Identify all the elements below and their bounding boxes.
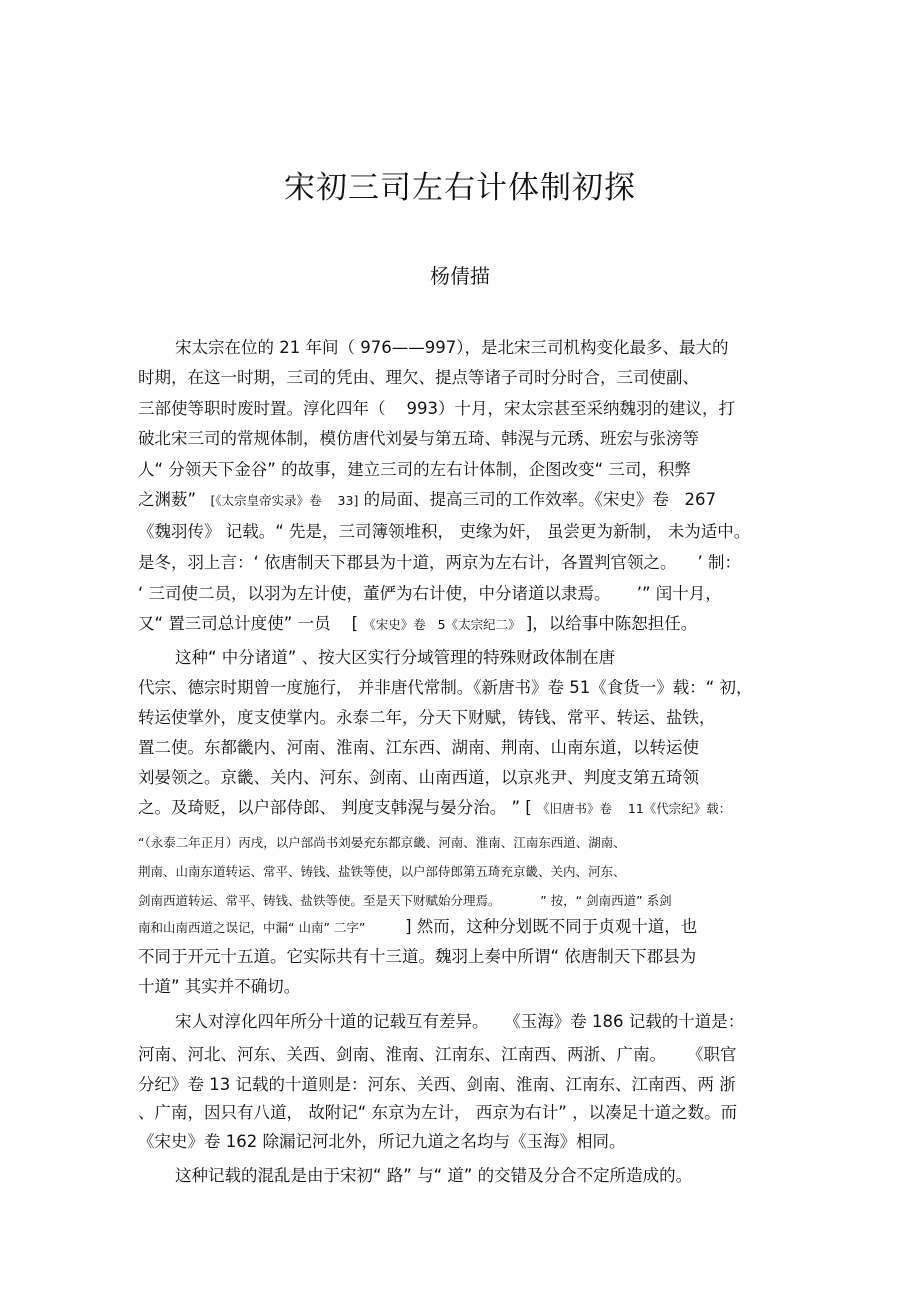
text-line	[175, 1011, 744, 1033]
text-line	[138, 613, 697, 636]
text-line	[138, 976, 300, 998]
body-text: 置二使。东都畿内、河南、淮南、江东西、湖南、荆南、山南东道，以转运使	[138, 738, 699, 757]
body-text: 转运使掌外，度支使掌内。永泰二年，分天下财赋，铸钱、常平、转运、盐铁，	[138, 708, 716, 727]
text-line	[138, 1131, 625, 1153]
text-line	[138, 552, 741, 574]
citation-text: 《宋史》卷 5《太宗纪二》	[363, 617, 521, 632]
body-text: 代宗、德宗时期曾一度施行， 并非唐代常制。《新唐书》卷 51《食货一》载：“ 初，	[138, 678, 753, 697]
text-line	[138, 677, 753, 699]
citation-text: 荆南、山南东道转运、常平、铸钱、盐铁等使，以户部侍郎第五琦充京畿、关内、河东、	[138, 864, 626, 879]
body-text: 、广南，因只有八道， 故附记“ 东京为左计， 西京为右计” ，以凑足十道之数。而	[138, 1103, 738, 1122]
text-line	[138, 521, 750, 543]
citation-text: [《太宗皇帝实录》卷 33]	[206, 493, 359, 508]
body-text: ‘ 三司使二员，以羽为左计使，董俨为右计使，中分诸道以隶焉。 ’” 闰十月，	[138, 584, 722, 603]
body-text: 宋人对淳化四年所分十道的记载互有差异。 《玉海》卷 186 记载的十道是：	[175, 1012, 745, 1031]
body-text: 三部使等职时废时置。淳化四年（ 993）十月，宋太宗甚至采纳魏羽的建议，打	[138, 399, 735, 418]
body-text: 人“ 分领天下金谷” 的故事，建立三司的左右计体制，企图改变“ 三司，积弊	[138, 460, 691, 479]
text-line	[138, 946, 696, 968]
citation-text: 剑南西道转运、常平、铸钱、盐铁等使。至是天下财赋始分理焉。 ” 按，“ 剑南西道” 系剑	[138, 893, 672, 908]
text-line	[138, 767, 699, 789]
body-text: 《魏羽传》 记载。“ 先是，三司簿领堆积， 吏缘为奸， 虽尝更为新制， 未为适中。	[138, 522, 751, 541]
text-line	[138, 489, 716, 512]
body-text: 分纪》卷 13 记载的十道则是：河东、关西、剑南、淮南、江南东、江南西、两 浙	[138, 1075, 736, 1094]
text-line	[138, 1074, 736, 1096]
body-text: 时期，在这一时期，三司的凭由、理欠、提点等诸子司时分时合，三司使副、	[138, 368, 699, 387]
body-text: 是冬，羽上言：‘ 依唐制天下郡县为十道，两京为左右计，各置判官领之。 ’ 制：	[138, 553, 741, 572]
text-line	[138, 831, 626, 854]
citation-text: “（永泰二年正月）丙戌，以户部尚书刘晏充东都京畿、河南、淮南、江南东西道、湖南、	[138, 835, 626, 850]
text-line	[175, 1165, 692, 1187]
text-line	[138, 737, 699, 759]
text-line	[175, 337, 728, 359]
text-line	[138, 367, 699, 389]
body-text: 的局面、提高三司的工作效率。《宋史》卷 267	[358, 490, 717, 509]
body-text: ] 然而，这种分划既不同于贞观十道，也	[405, 917, 698, 936]
text-line	[138, 916, 697, 939]
text-line	[138, 889, 672, 912]
body-text: 刘晏领之。京畿、关内、河东、剑南、山南西道，以京兆尹、判度支第五琦领	[138, 768, 699, 787]
body-text: 不同于开元十五道。它实际共有十三道。魏羽上奏中所谓“ 依唐制天下郡县为	[138, 947, 697, 966]
body-text: 之渊薮”	[138, 490, 207, 509]
author-name: 杨倩描	[430, 264, 490, 288]
text-line	[138, 428, 699, 450]
citation-text: 《旧唐书》卷 11《代宗纪》载：	[536, 801, 732, 816]
text-line	[138, 707, 716, 729]
text-line	[138, 459, 691, 481]
body-text: 《宋史》卷 162 除漏记河北外，所记九道之名均与《玉海》相同。	[138, 1132, 626, 1151]
text-line	[138, 1102, 737, 1124]
text-line	[138, 583, 722, 605]
body-text: 又“ 置三司总计度使” 一员 [	[138, 614, 364, 633]
citation-text: 南和山南西道之误记，中漏“ 山南” 二字”	[138, 920, 406, 935]
body-text: 宋太宗在位的 21 年间（ 976——997），是北宋三司机构变化最多、最大的	[175, 338, 729, 357]
body-text: 这种“ 中分诸道” 、按大区实行分域管理的特殊财政体制在唐	[175, 648, 616, 667]
body-text: 河南、河北、河东、关西、剑南、淮南、江南东、江南西、两浙、广南。 《职官	[138, 1045, 737, 1064]
text-line	[138, 797, 731, 820]
text-line	[138, 398, 735, 420]
text-line	[138, 1044, 736, 1066]
text-line	[138, 860, 626, 883]
document-title: 宋初三司左右计体制初探	[284, 170, 636, 206]
body-text: 破北宋三司的常规体制，模仿唐代刘晏与第五琦、韩滉与元琇、班宏与张滂等	[138, 429, 699, 448]
body-text: 十道” 其实并不确切。	[138, 977, 301, 996]
text-line	[175, 647, 615, 669]
body-text: ]，以给事中陈恕担任。	[520, 614, 698, 633]
body-text: 这种记载的混乱是由于宋初“ 路” 与“ 道” 的交错及分合不定所造成的。	[175, 1166, 693, 1185]
body-text: 之。及琦贬，以户部侍郎、 判度支韩滉与晏分治。 ” [	[138, 798, 537, 817]
